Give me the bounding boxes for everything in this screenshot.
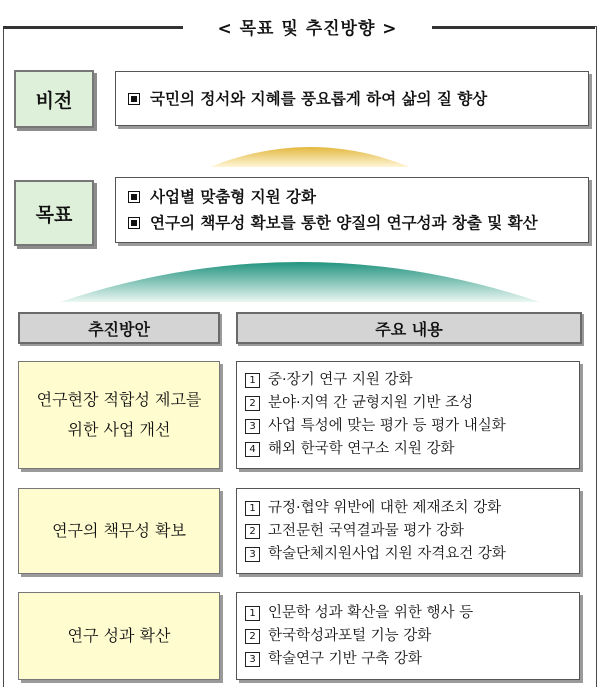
strategy-line: 연구의 책무성 확보 <box>52 521 186 540</box>
title-bar <box>0 12 600 42</box>
item-text: 학술단체지원사업 지원 자격요건 강화 <box>268 545 506 562</box>
diagram-title: < 목표 및 추진방향 > <box>183 14 432 39</box>
item-text: 해외 한국학 연구소 지원 강화 <box>268 441 455 457</box>
item-number: 2 <box>245 629 260 644</box>
item-number: 3 <box>245 419 260 434</box>
strategy-header <box>18 312 220 344</box>
title-rule-right <box>432 26 595 29</box>
vision-text: 국민의 정서와 지혜를 풍요롭게 하여 삶의 질 향상 <box>150 89 488 108</box>
item-text: 규정·협약 위반에 대한 제재조치 강화 <box>268 499 502 516</box>
strategy-items <box>236 592 580 680</box>
list-item <box>245 415 579 438</box>
title-rule-left <box>3 26 183 29</box>
item-text: 분야·지역 간 균형지원 기반 조성 <box>268 395 474 411</box>
list-item <box>245 602 579 625</box>
strategy-box <box>18 592 220 680</box>
goal-row <box>128 210 588 236</box>
item-number: 1 <box>245 501 260 516</box>
list-item <box>245 438 579 461</box>
list-item <box>245 369 579 392</box>
strategy-header-text: 추진방안 <box>88 319 150 339</box>
bullet-square-icon <box>128 217 140 229</box>
up-arrow-icon <box>210 133 410 167</box>
goal-item: 연구의 책무성 확보를 통한 양질의 연구성과 창출 및 확산 <box>150 214 538 232</box>
item-number: 1 <box>245 606 260 621</box>
goal-box <box>115 177 589 243</box>
up-arrow-icon <box>60 252 540 302</box>
bullet-square-icon <box>128 93 140 105</box>
item-text: 고전문헌 국역결과물 평가 강화 <box>268 522 464 539</box>
item-number: 2 <box>245 396 260 411</box>
goal-label <box>14 180 94 246</box>
list-item <box>245 648 579 671</box>
goal-label-text: 목표 <box>35 203 73 226</box>
list-item <box>245 625 579 648</box>
item-text: 인문학 성과 확산을 위한 행사 등 <box>268 604 474 621</box>
contents-header-text: 주요 내용 <box>375 319 443 339</box>
item-number: 3 <box>245 652 260 667</box>
item-text: 한국학성과포털 기능 강화 <box>268 627 432 644</box>
list-item <box>245 543 579 566</box>
bullet-square-icon <box>128 191 140 203</box>
goal-row <box>128 184 588 210</box>
goal-item: 사업별 맞춤형 지원 강화 <box>150 188 316 206</box>
item-text: 학술연구 기반 구축 강화 <box>268 650 422 667</box>
item-number: 2 <box>245 524 260 539</box>
strategy-line: 연구 성과 확산 <box>67 626 171 645</box>
strategy-box <box>18 488 220 574</box>
strategy-box <box>18 361 220 469</box>
list-item <box>245 520 579 543</box>
item-number: 3 <box>245 547 260 562</box>
item-number: 4 <box>245 442 260 457</box>
item-text: 사업 특성에 맞는 평가 등 평가 내실화 <box>268 418 506 434</box>
strategy-line: 위한 사업 개선 <box>67 420 171 439</box>
strategy-items <box>236 488 580 574</box>
item-text: 중·장기 연구 지원 강화 <box>268 372 413 388</box>
vision-label <box>14 70 94 128</box>
vision-box <box>115 71 589 126</box>
contents-header <box>236 312 582 344</box>
list-item <box>245 392 579 415</box>
list-item <box>245 497 579 520</box>
vision-label-text: 비전 <box>35 89 73 112</box>
vision-row <box>128 86 588 112</box>
strategy-items <box>236 361 580 469</box>
strategy-line: 연구현장 적합성 제고를 <box>36 390 202 409</box>
item-number: 1 <box>245 373 260 388</box>
